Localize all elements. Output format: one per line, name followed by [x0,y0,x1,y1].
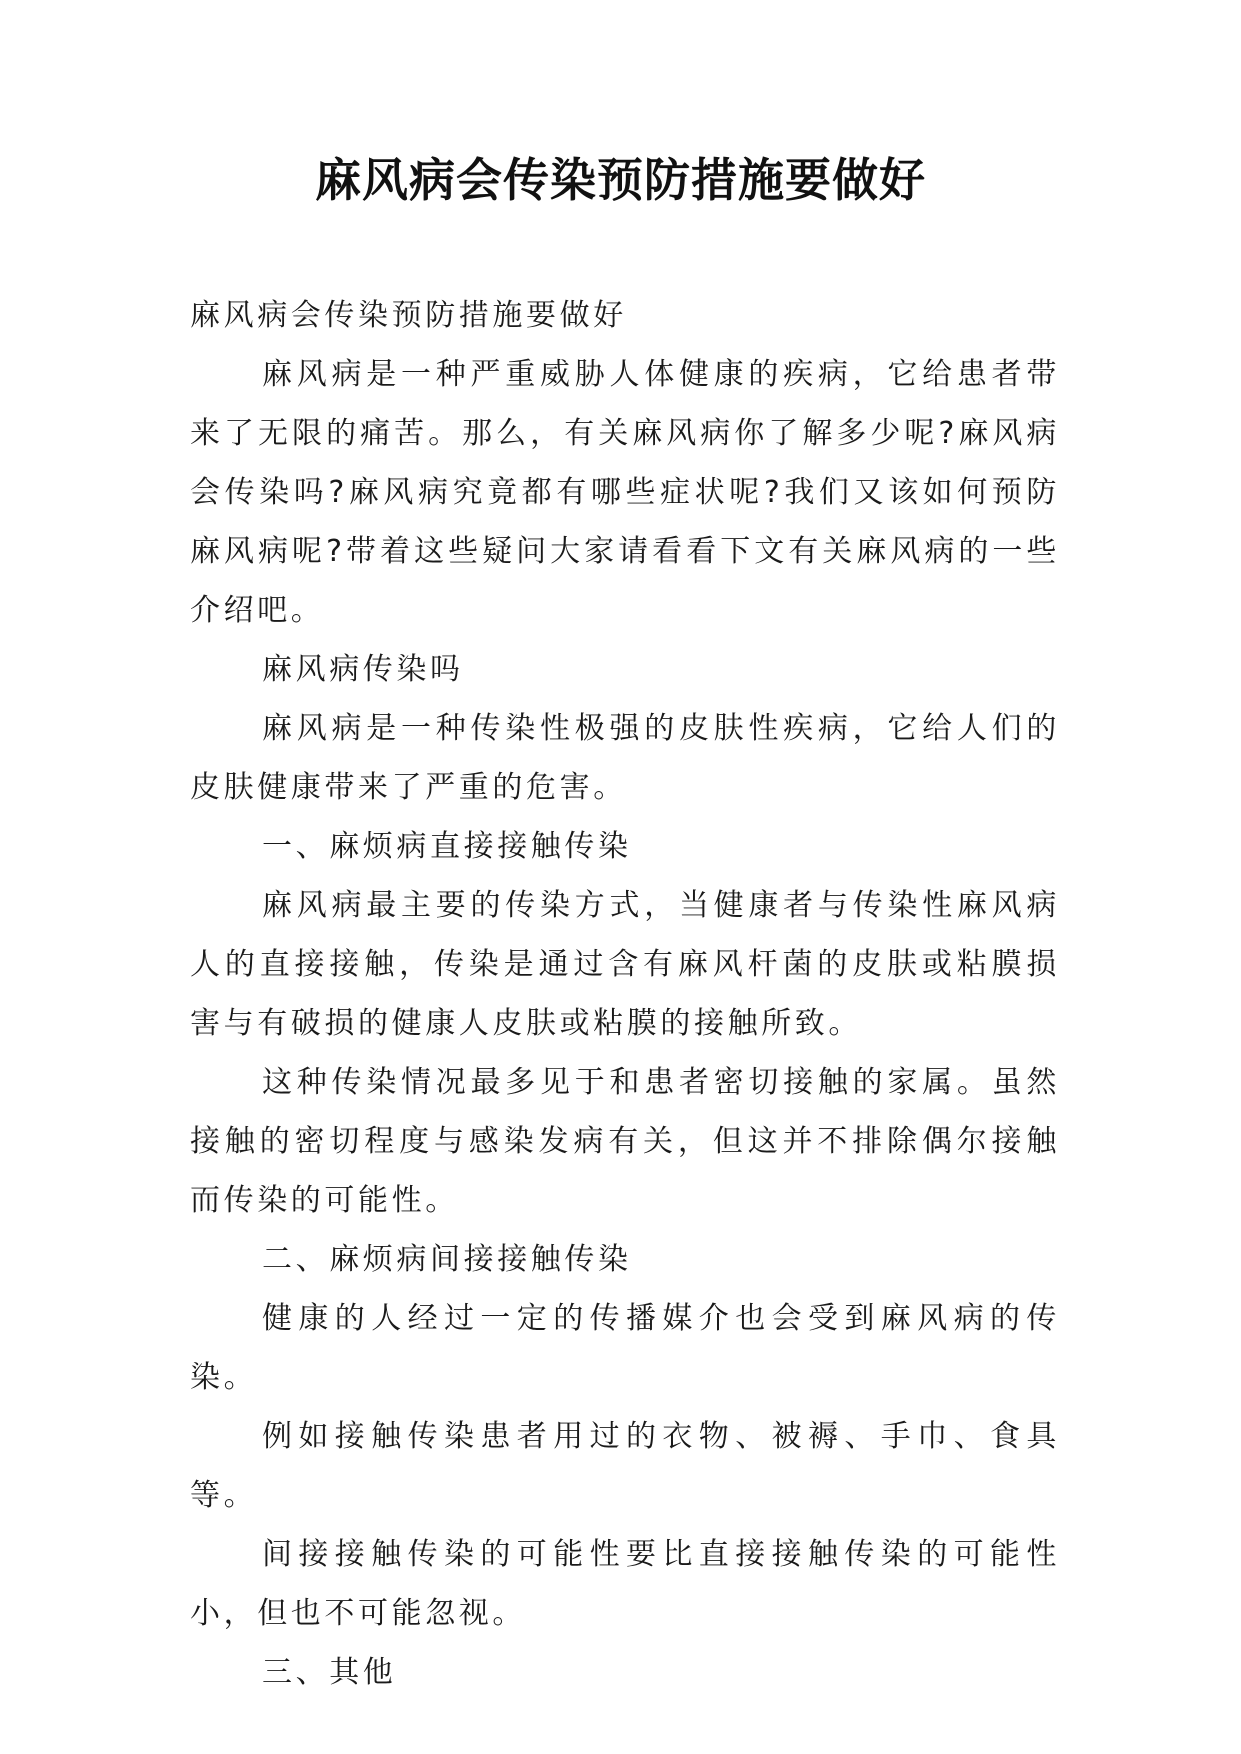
body-paragraph: 健康的人经过一定的传播媒介也会受到麻风病的传染。 [190,1301,1060,1395]
body-paragraph: 这种传染情况最多见于和患者密切接触的家属。虽然接触的密切程度与感染发病有关，但这并不排除偶尔接触而传染的可能性。 [190,1065,1060,1218]
body-paragraph: 麻风病最主要的传染方式，当健康者与传染性麻风病人的直接接触，传染是通过含有麻风杆菌的皮肤或粘膜损害与有破损的健康人皮肤或粘膜的接触所致。 [190,888,1060,1041]
document-title: 麻风病会传染预防措施要做好 [315,153,926,207]
section-heading: 三、其他 [262,1655,397,1690]
section-heading: 一、麻烦病直接接触传染 [262,829,632,864]
section-heading: 二、麻烦病间接接触传染 [262,1242,632,1277]
intro-paragraph: 麻风病是一种严重威胁人体健康的疾病，它给患者带来了无限的痛苦。那么，有关麻风病你了解多少呢?麻风病会传染吗?麻风病究竟都有哪些症状呢?我们又该如何预防麻风病呢?带着这些疑问大家请看看下文有关麻风病的一些介绍吧。 [190,357,1060,628]
document-body [190,286,1060,1702]
subtitle-paragraph: 麻风病会传染预防措施要做好 [190,298,627,333]
body-paragraph: 例如接触传染患者用过的衣物、被褥、手巾、食具等。 [190,1419,1060,1513]
body-paragraph: 麻风病是一种传染性极强的皮肤性疾病，它给人们的皮肤健康带来了严重的危害。 [190,711,1060,805]
section-heading: 麻风病传染吗 [262,652,464,687]
body-paragraph: 间接接触传染的可能性要比直接接触传染的可能性小，但也不可能忽视。 [190,1537,1060,1631]
